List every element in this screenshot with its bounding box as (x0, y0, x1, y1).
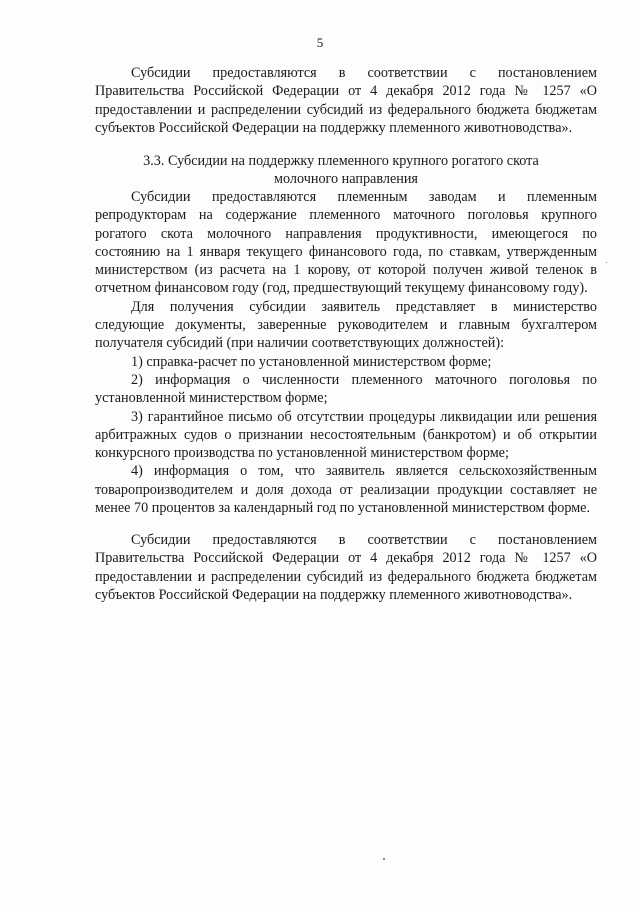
section-heading-line1: 3.3. Субсидии на поддержку племенного крупного рогатого скота (143, 153, 539, 169)
paragraph-closing-basis: Субсидии предоставляются в соответствии с постановлением Правительства Российской Федерации от 4 декабря 2012 года № 1257 «О предоставлении и распределении субсидий из федерального бюджета бюджетам субъектов Российской Федерации на поддержку племенного животноводства». (95, 532, 597, 603)
page-number: 5 (316, 35, 324, 50)
scan-speck (383, 858, 385, 860)
list-item-3: 3) гарантийное письмо об отсутствии процедуры ликвидации или решения арбитражных судов о признании несостоятельным (банкротом) и об открытии конкурсного производства по установленной министерством форме; (95, 408, 597, 462)
paragraph-subsidy-recipients: Субсидии предоставляются племенным заводам и племенным репродукторам на содержание племенного маточного поголовья крупного рогатого скота молочного направления продуктивности, имеющегося по состоянию на 1 января текущего финансового года, по ставкам, утвержденным министерством (из расчета на 1 корову, от которой получен живой теленок в отчетном финансовом году (год, предшествующий текущему финансовому году). (95, 189, 597, 297)
closing-section (95, 531, 597, 604)
paragraph-required-documents: Для получения субсидии заявитель представляет в министерство следующие документы, заверенные руководителем и главным бухгалтером получателя субсидий (при наличии соответствующих должностей): (95, 298, 597, 352)
section-body (95, 188, 597, 517)
section-heading-line2: молочного направления (274, 171, 418, 188)
section-heading (95, 152, 597, 189)
scan-speck (606, 262, 607, 263)
list-item-1: 1) справка-расчет по установленной министерством форме; (131, 353, 492, 370)
paragraph-subsidy-basis: Субсидии предоставляются в соответствии с постановлением Правительства Российской Федерации от 4 декабря 2012 года № 1257 «О предоставлении и распределении субсидий из федерального бюджета бюджетам субъектов Российской Федерации на поддержку племенного животноводства». (95, 65, 597, 136)
intro-section (95, 64, 597, 137)
list-item-4: 4) информация о том, что заявитель является сельскохозяйственным товаропроизводителем и доля дохода от реализации продукции составляет не менее 70 процентов за календарный год по установленной министерством форме. (95, 463, 597, 517)
list-item-2: 2) информация о численности племенного маточного поголовья по установленной министерством форме; (95, 371, 597, 407)
